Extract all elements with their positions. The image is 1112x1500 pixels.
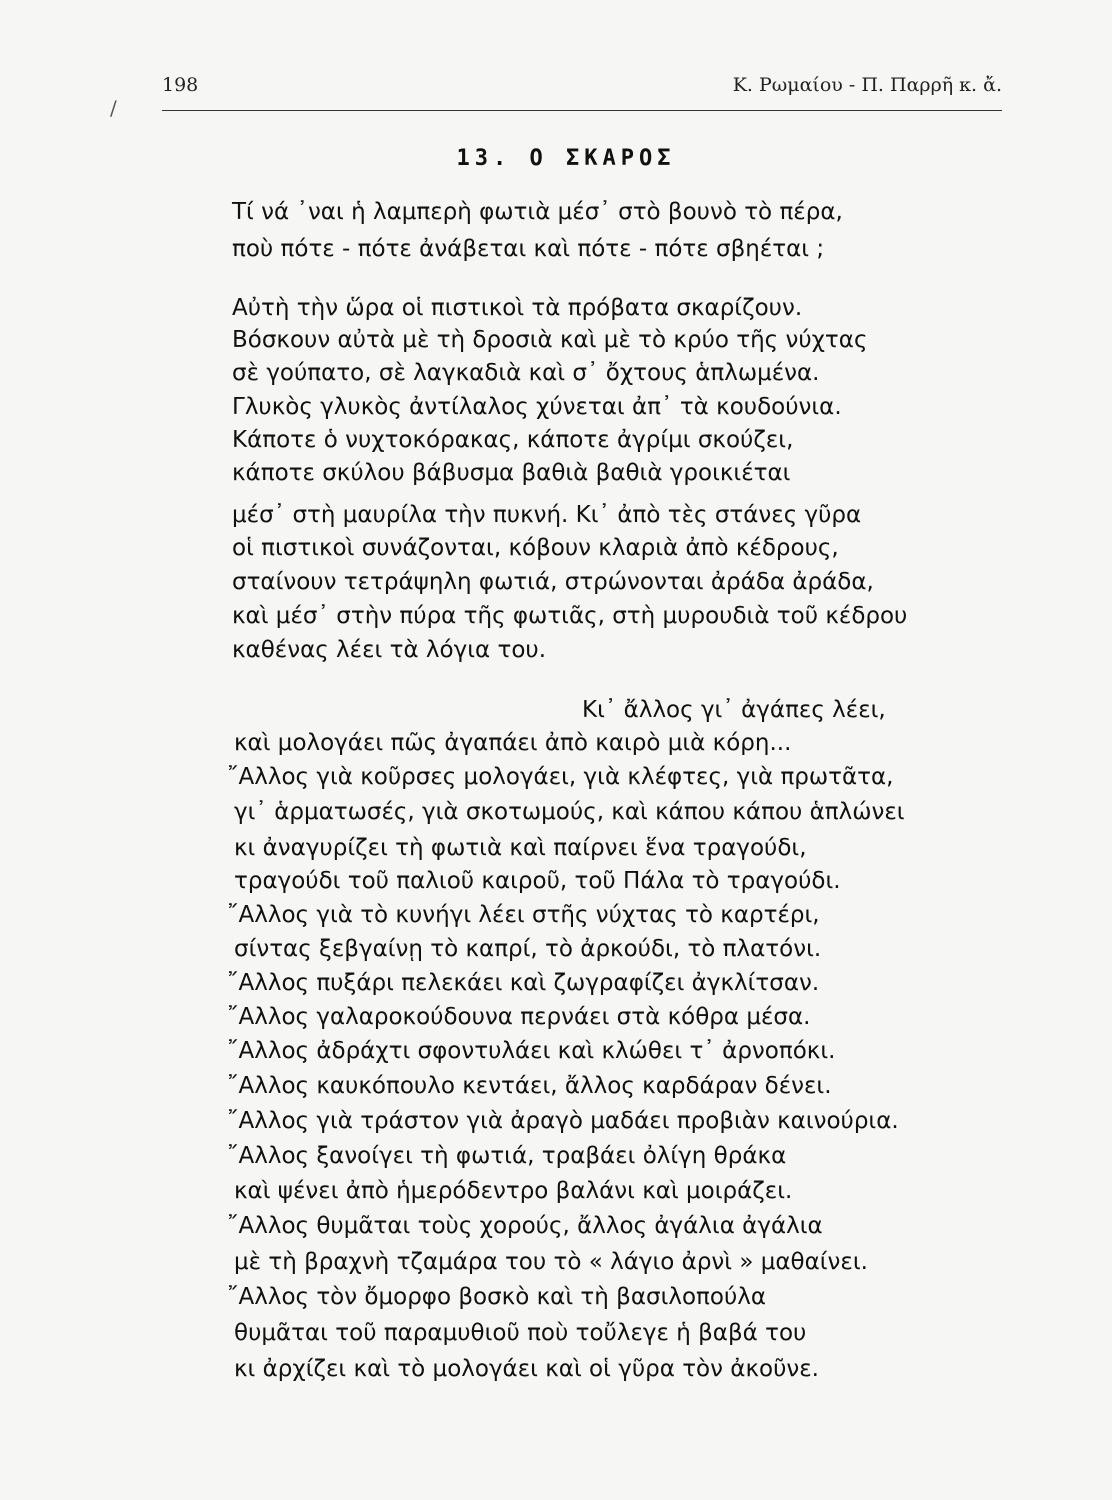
verse-line: γι᾽ ἁρματωσές, γιὰ σκοτωμούς, καὶ κάπου κάπου ἁπλώνει [234, 799, 905, 825]
verse-line: ῎Αλλος θυμᾶται τοὺς χορούς, ἄλλος ἀγάλια ἀγάλια [227, 1213, 823, 1239]
verse-line: σταίνουν τετράψηλη φωτιά, στρώνονται ἀράδα ἀράδα, [232, 569, 874, 595]
verse-line: ῎Αλλος ξανοίγει τὴ φωτιά, τραβάει ὀλίγη θράκα [227, 1143, 787, 1169]
poem-title: 13. Ο ΣΚΑΡΟΣ [456, 146, 676, 171]
verse-line: ῎Αλλος τὸν ὄμορφο βοσκὸ καὶ τὴ βασιλοπούλα [227, 1284, 767, 1310]
verse-line: σὲ γούπατο, σὲ λαγκαδιὰ καὶ σ᾽ ὄχτους ἁπλωμένα. [232, 360, 820, 386]
verse-line: ῎Αλλος καυκόπουλο κεντάει, ἄλλος καρδάραν δένει. [227, 1073, 832, 1099]
verse-line: Βόσκουν αὐτὰ μὲ τὴ δροσιὰ καὶ μὲ τὸ κρύο τῆς νύχτας [232, 327, 868, 353]
verse-line: οἱ πιστικοὶ συνάζονται, κόβουν κλαριὰ ἀπὸ κέδρους, [232, 535, 839, 561]
verse-line: μέσ᾽ στὴ μαυρίλα τὴν πυκνή. Κι᾽ ἀπὸ τὲς στάνες γῦρα [232, 502, 862, 528]
verse-line: ῎Αλλος γιὰ τράστον γιὰ ἀραγὸ μαδάει προβιὰν καινούρια. [227, 1108, 899, 1134]
verse-line: καὶ ψένει ἀπὸ ἡμερόδεντρο βαλάνι καὶ μοιράζει. [234, 1178, 793, 1204]
verse-line: τραγούδι τοῦ παλιοῦ καιροῦ, τοῦ Πάλα τὸ τραγούδι. [234, 868, 841, 894]
verse-line: ῎Αλλος γιὰ κοῦρσες μολογάει, γιὰ κλέφτες, γιὰ πρωτᾶτα, [227, 764, 894, 790]
page-number: 198 [162, 74, 199, 96]
verse-line: ῎Αλλος ἀδράχτι σφοντυλάει καὶ κλώθει τ᾽ ἀρνοπόκι. [227, 1038, 836, 1064]
running-head: Κ. Ρωμαίου - Π. Παρρῆ κ. ἄ. [732, 74, 1002, 96]
verse-line: Γλυκὸς γλυκὸς ἀντίλαλος χύνεται ἀπ᾽ τὰ κουδούνια. [232, 394, 842, 420]
verse-line: θυμᾶται τοῦ παραμυθιοῦ ποὺ τοὔλεγε ἡ βαβά του [234, 1320, 807, 1346]
verse-line: κι ἀναγυρίζει τὴ φωτιὰ καὶ παίρνει ἕνα τραγούδι, [234, 835, 807, 861]
verse-line: Κάποτε ὁ νυχτοκόρακας, κάποτε ἀγρίμι σκούζει, [232, 427, 794, 453]
verse-line: Τί νά ᾽ναι ἡ λαμπερὴ φωτιὰ μέσ᾽ στὸ βουνὸ τὸ πέρα, [232, 199, 843, 225]
verse-line: κάποτε σκύλου βάβυσμα βαθιὰ βαθιὰ γροικιέται [232, 460, 791, 486]
verse-line: ῎Αλλος γιὰ τὸ κυνήγι λέει στῆς νύχτας τὸ καρτέρι, [227, 902, 820, 928]
margin-mark: / [110, 96, 117, 120]
verse-line: Κι᾽ ἄλλος γι᾽ ἀγάπες λέει, [582, 697, 886, 723]
verse-line: μὲ τὴ βραχνὴ τζαμάρα του τὸ « λάγιο ἀρνὶ » μαθαίνει. [234, 1249, 868, 1275]
header-rule [162, 110, 1002, 111]
verse-line: ῎Αλλος γαλαροκούδουνα περνάει στὰ κόθρα μέσα. [227, 1004, 811, 1030]
verse-line: ποὺ πότε - πότε ἀνάβεται καὶ πότε - πότε σβηέται ; [232, 236, 825, 262]
verse-line: Αὐτὴ τὴν ὥρα οἱ πιστικοὶ τὰ πρόβατα σκαρίζουν. [232, 295, 803, 321]
page-header [162, 74, 1002, 104]
verse-line: ῎Αλλος πυξάρι πελεκάει καὶ ζωγραφίζει ἀγκλίτσαν. [227, 970, 820, 996]
verse-line: καθένας λέει τὰ λόγια του. [232, 637, 547, 663]
verse-line: καὶ μέσ᾽ στὴν πύρα τῆς φωτιᾶς, στὴ μυρουδιὰ τοῦ κέδρου [232, 603, 908, 629]
verse-line: σίντας ξεβγαίνῃ τὸ καπρί, τὸ ἀρκούδι, τὸ πλατόνι. [234, 936, 822, 962]
verse-line: κι ἀρχίζει καὶ τὸ μολογάει καὶ οἱ γῦρα τὸν ἀκοῦνε. [234, 1356, 819, 1382]
verse-line: καὶ μολογάει πῶς ἀγαπάει ἀπὸ καιρὸ μιὰ κόρη... [234, 730, 792, 756]
